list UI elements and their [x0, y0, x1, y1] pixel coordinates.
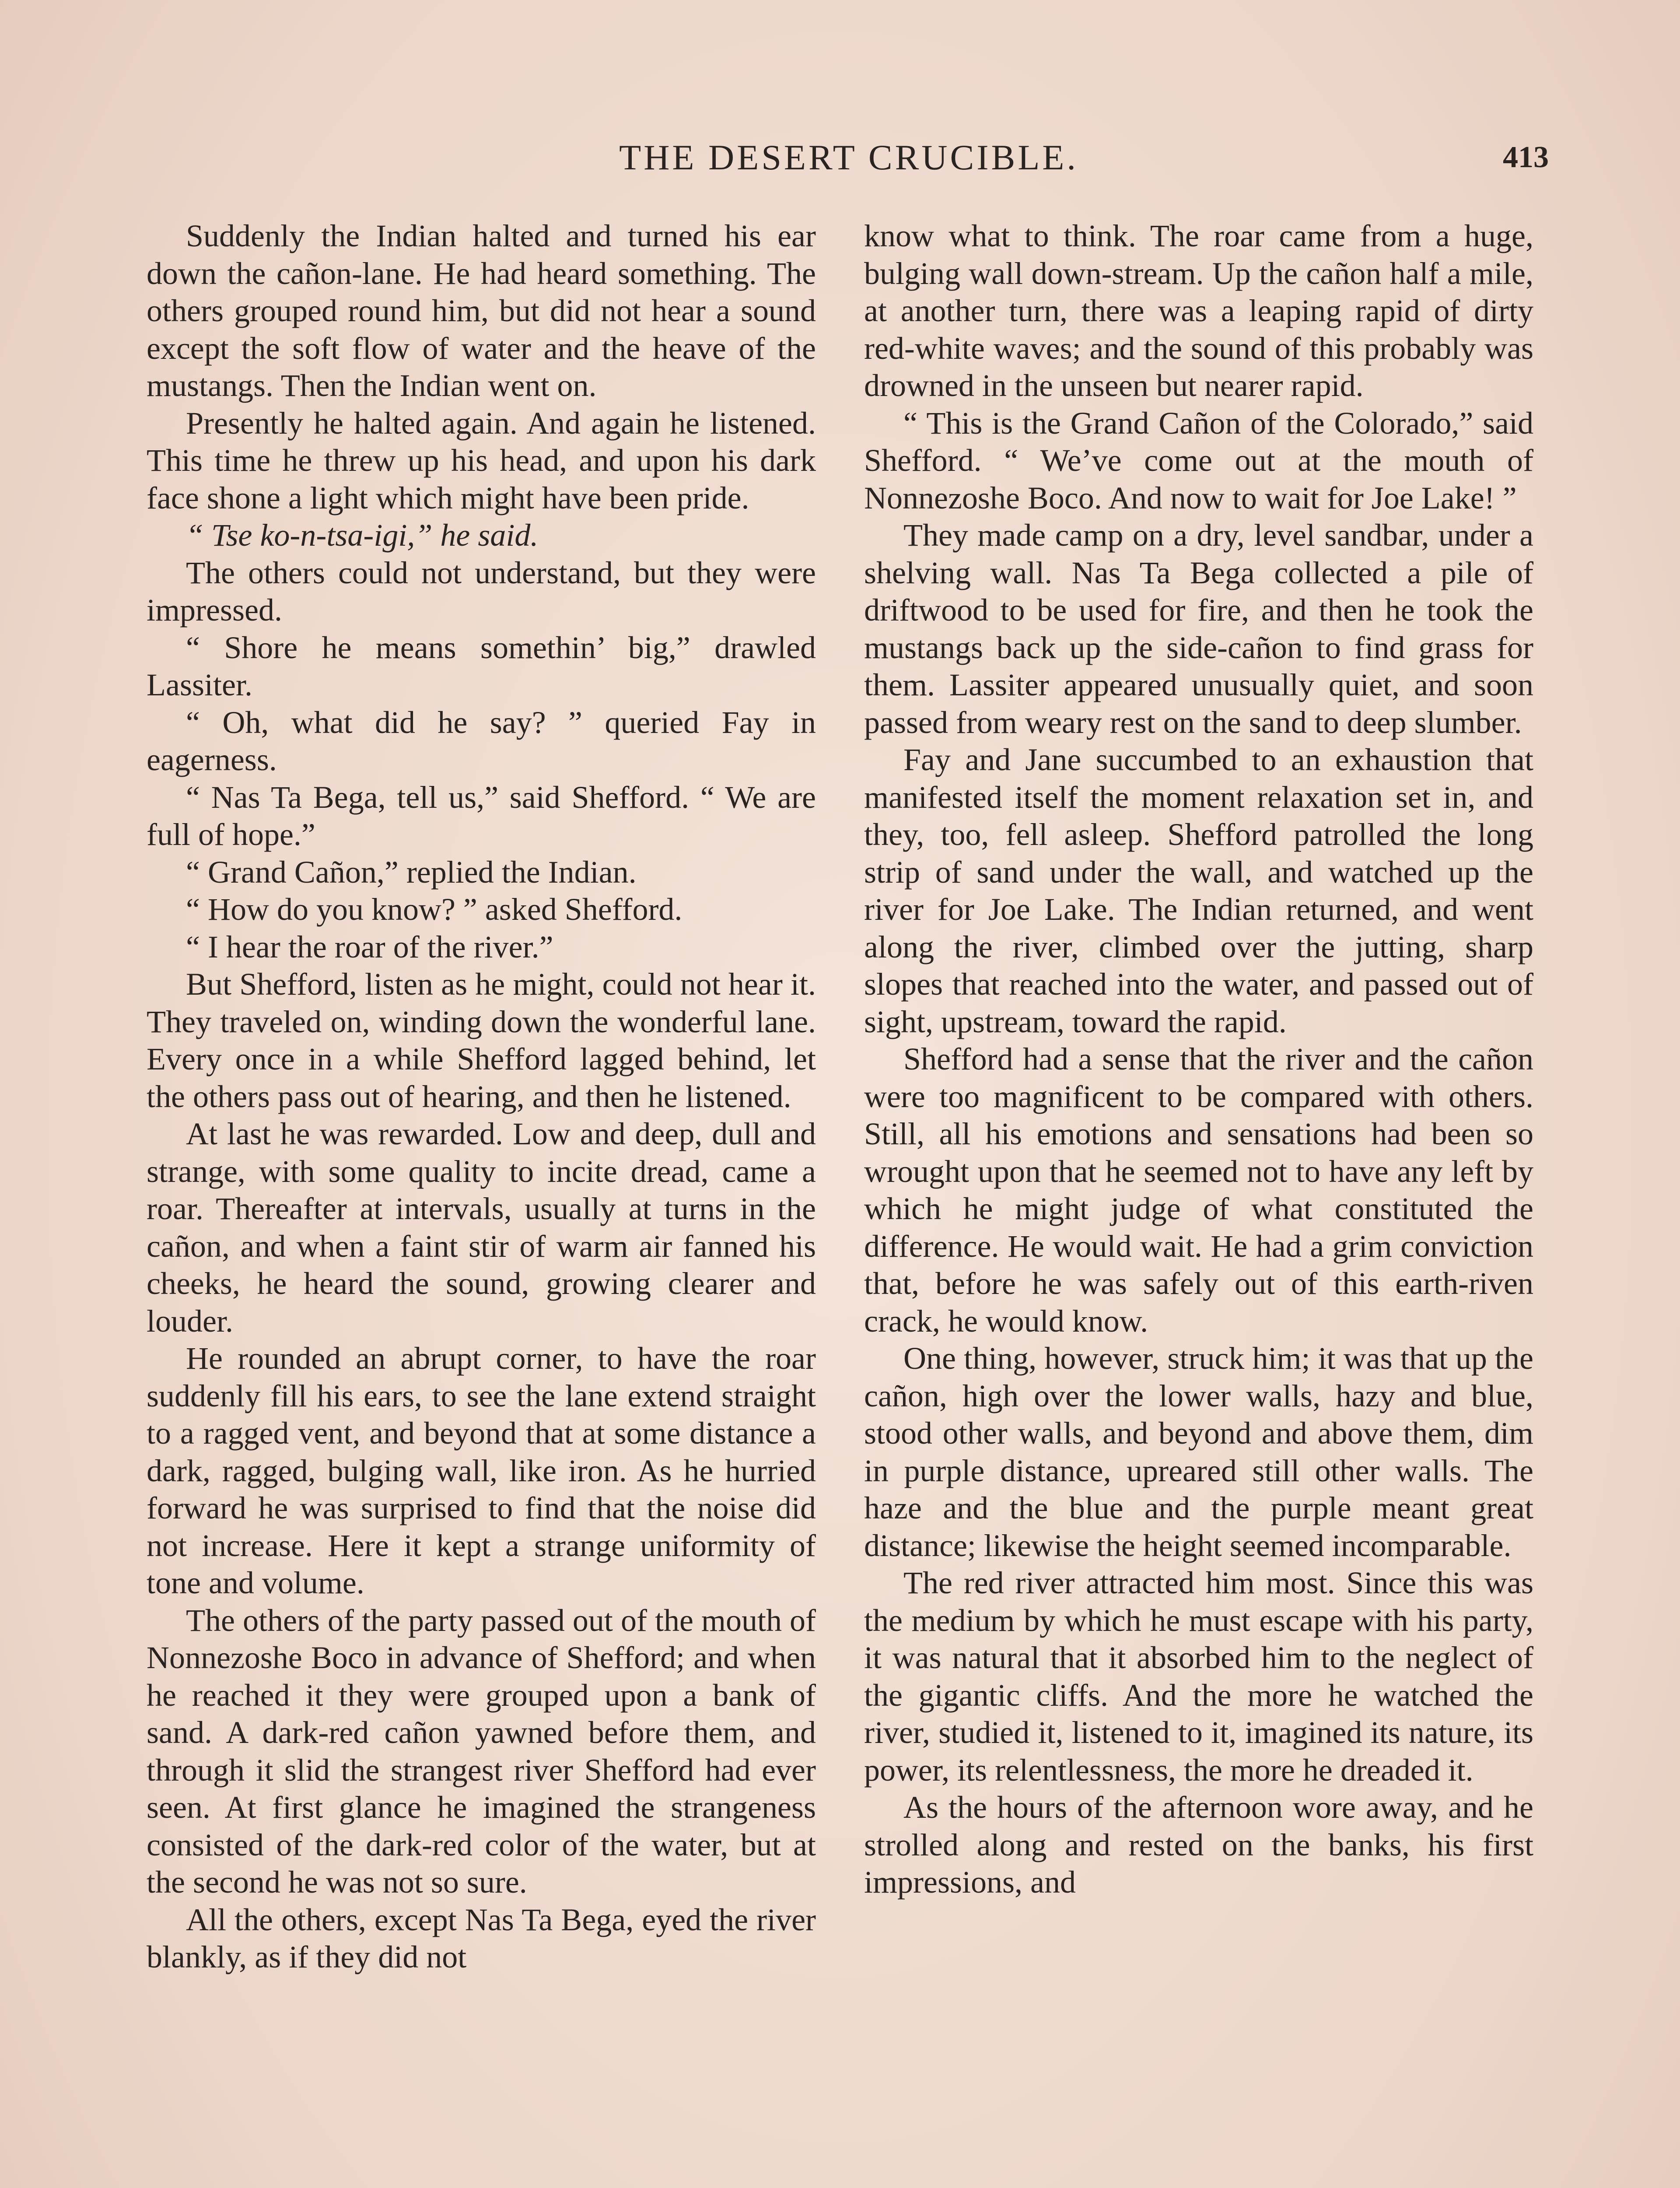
- paragraph: “ Nas Ta Bega, tell us,” said Shefford. “ We are full of hope.”: [147, 779, 816, 852]
- paragraph: Presently he halted again. And again he listened. This time he threw up his head, and upon his dark face shone a light which might have been pride.: [147, 405, 816, 515]
- paragraph: At last he was rewarded. Low and deep, dull and strange, with some quality to incite dread, came a roar. Thereafter at intervals, usually at turns in the cañon, and when a faint stir of warm air fanned his cheeks, he heard the sound, growing clearer and louder.: [147, 1116, 816, 1339]
- paragraph: The red river attracted him most. Since this was the medium by which he must escape with his party, it was natural that it absorbed him to the neglect of the gigantic cliffs. And the more he watched the river, studied it, listened to it, imagined its nature, its power, its relentlessness, the more he dreaded it.: [864, 1565, 1533, 1788]
- left-column: [147, 217, 816, 2188]
- paragraph: All the others, except Nas Ta Bega, eyed the river blankly, as if they did not: [147, 1902, 816, 1974]
- paragraph: Fay and Jane succumbed to an exhaustion that manifested itself the moment relaxation set in, and they, too, fell asleep. Shefford patrolled the long strip of sand under the wall, and watched up the river for Joe Lake. The Indian returned, and went along the river, climbed over the jutting, sharp slopes that reached into the water, and passed out of sight, upstream, toward the rapid.: [864, 742, 1533, 1039]
- paragraph: The others of the party passed out of the mouth of Nonnezoshe Boco in advance of Shefford; and when he reached it they were grouped upon a bank of sand. A dark-red cañon yawned before them, and through it slid the strangest river Shefford had ever seen. At first glance he imagined the strangeness consisted of the dark-red color of the water, but at the second he was not so sure.: [147, 1602, 816, 1900]
- paragraph: “ Grand Cañon,” replied the Indian.: [186, 854, 637, 890]
- paragraph: “ How do you know? ” asked Shefford.: [186, 892, 682, 927]
- paragraph: He rounded an abrupt corner, to have the roar suddenly fill his ears, to see the lane extend straight to a ragged vent, and beyond that at some distance a dark, ragged, bulging wall, like iron. As he hurried forward he was surprised to find that the noise did not increase. Here it kept a strange uniformity of tone and volume.: [147, 1341, 816, 1600]
- paragraph: But Shefford, listen as he might, could not hear it. They traveled on, winding down the wonderful lane. Every once in a while Shefford lagged behind, let the others pass out of hearing, and then he listened.: [147, 967, 816, 1114]
- page-header: [0, 131, 1680, 184]
- paragraph: Suddenly the Indian halted and turned his ear down the cañon-lane. He had heard something. The others grouped round him, but did not hear a sound except the soft flow of water and the heave of the mustangs. Then the Indian went on.: [147, 218, 816, 403]
- paragraph: “ Shore he means somethin’ big,” drawled Lassiter.: [147, 630, 816, 702]
- paragraph: “ Oh, what did he say? ” queried Fay in eagerness.: [147, 705, 816, 777]
- paragraph: Shefford had a sense that the river and the cañon were too magnificent to be compared with others. Still, all his emotions and sensations had been so wrought upon that he seemed not to have any left by which he might judge of what constituted the difference. He would wait. He had a grim conviction that, before he was safely out of this earth-riven crack, he would know.: [864, 1041, 1533, 1339]
- paragraph: “ I hear the roar of the river.”: [186, 929, 553, 964]
- page-number: 413: [1503, 140, 1549, 174]
- paragraph: As the hours of the afternoon wore away, and he strolled along and rested on the banks, his first impressions, and: [864, 1790, 1533, 1900]
- right-column: [864, 217, 1533, 2188]
- paragraph: “ This is the Grand Cañon of the Colorado,” said Shefford. “ We’ve come out at the mouth of Nonnezoshe Boco. And now to wait for Joe Lake! ”: [864, 405, 1533, 515]
- paragraph: “ Tse ko-n-tsa-igi,” he said.: [186, 518, 539, 553]
- paragraph: They made camp on a dry, level sandbar, under a shelving wall. Nas Ta Bega collected a pile of driftwood to be used for fire, and then he took the mustangs back up the side-cañon to find grass for them. Lassiter appeared unusually quiet, and soon passed from weary rest on the sand to deep slumber.: [864, 518, 1533, 740]
- paragraph: One thing, however, struck him; it was that up the cañon, high over the lower walls, hazy and blue, stood other walls, and beyond and above them, dim in purple distance, upreared still other walls. The haze and the blue and the purple meant great distance; likewise the height seemed incomparable.: [864, 1341, 1533, 1563]
- running-head: THE DESERT CRUCIBLE.: [619, 137, 1078, 177]
- paragraph: The others could not understand, but they were impressed.: [147, 555, 816, 628]
- paragraph: know what to think. The roar came from a huge, bulging wall down-stream. Up the cañon half a mile, at another turn, there was a leaping rapid of dirty red-white waves; and the sound of this probably was drowned in the unseen but nearer rapid.: [864, 218, 1533, 403]
